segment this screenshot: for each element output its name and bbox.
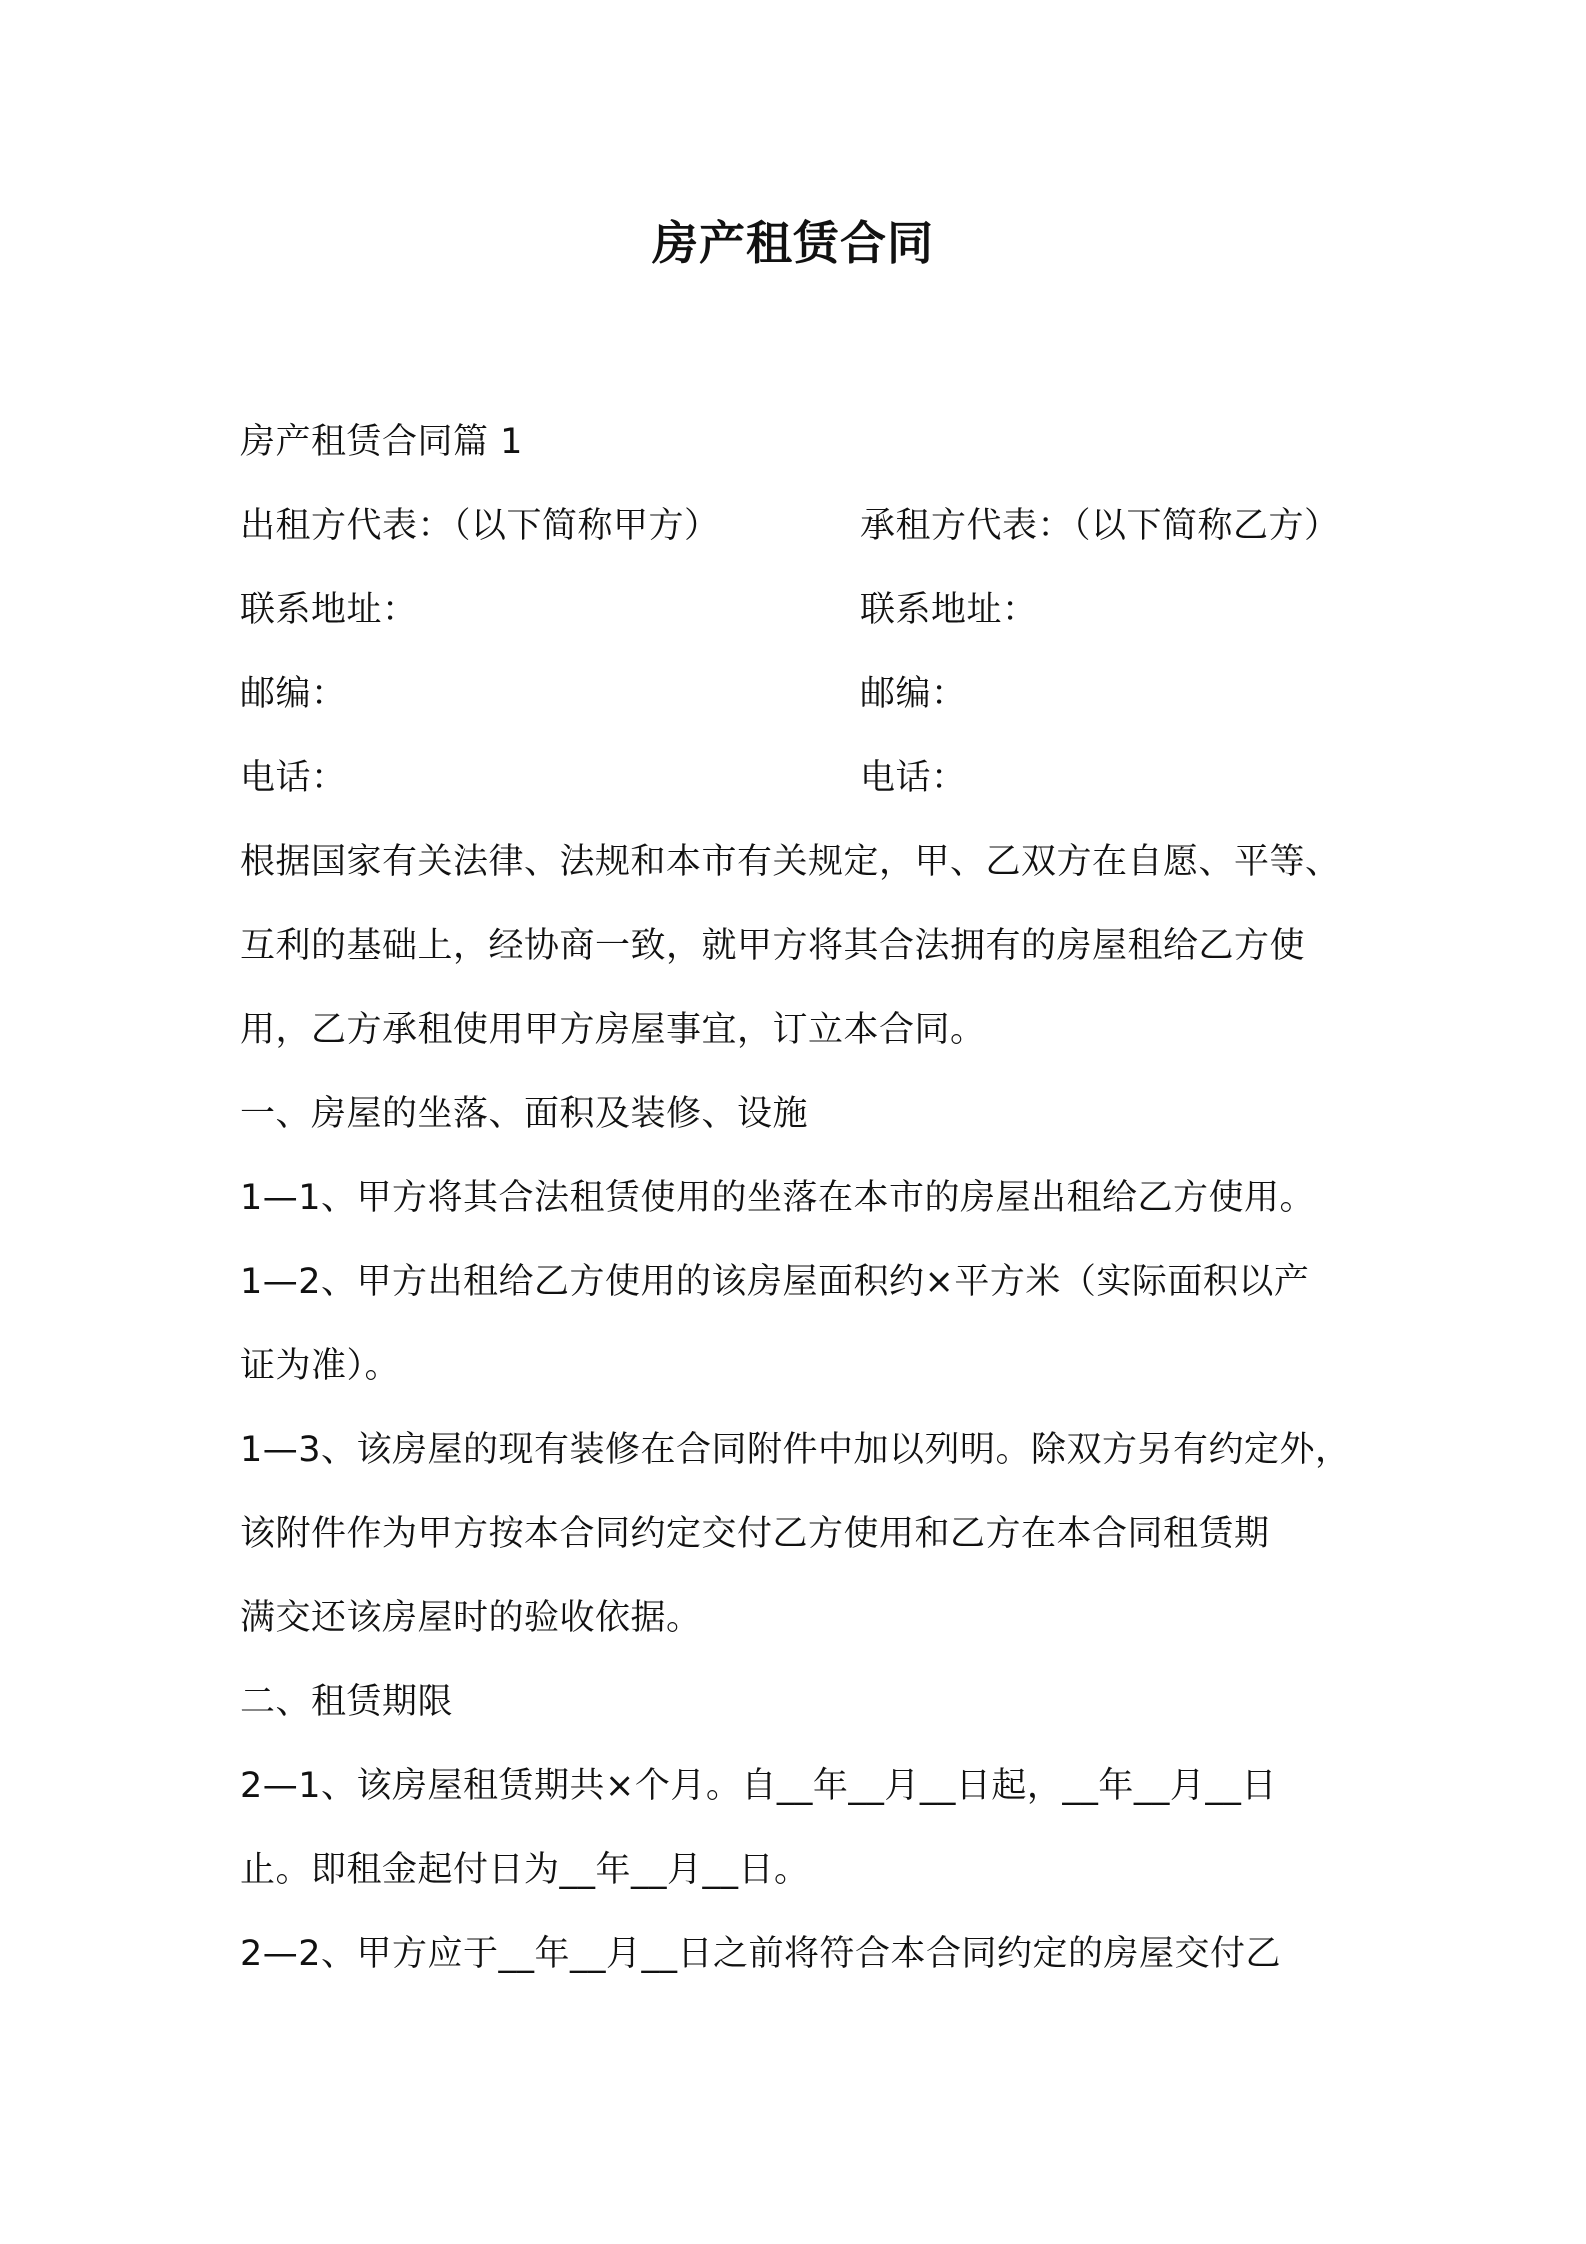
clause-2-2-line-1: 2—2、甲方应于__年__月__日之前将符合本合同约定的房屋交付乙: [240, 1934, 1282, 1974]
party-row-postcode: [240, 652, 1360, 736]
clause-1-1: 1—1、甲方将其合法租赁使用的坐落在本市的房屋出租给乙方使用。: [240, 1178, 1316, 1218]
party-row-phone: [240, 736, 1360, 820]
clause-2-1-line-1: 2—1、该房屋租赁期共×个月。自__年__月__日起，__年__月__日: [240, 1766, 1277, 1806]
lessee-representative-label: 承租方代表：（以下简称乙方）: [860, 506, 1340, 546]
preamble-line-3: 用，乙方承租使用甲方房屋事宜，订立本合同。: [240, 1010, 986, 1050]
document-title: 房产租赁合同: [652, 216, 934, 270]
document-body: [240, 400, 1360, 1996]
article-2-heading: 二、租赁期限: [240, 1682, 454, 1722]
party-row-address: [240, 568, 1360, 652]
lessor-phone-label: 电话：: [240, 758, 347, 798]
lessee-address-label: 联系地址：: [860, 590, 1038, 630]
party-row-representative: [240, 484, 1360, 568]
section-heading: 房产租赁合同篇 1: [240, 422, 523, 462]
lessee-postcode-label: 邮编：: [860, 674, 967, 714]
preamble-line-2: 互利的基础上，经协商一致，就甲方将其合法拥有的房屋租给乙方使: [240, 926, 1306, 966]
lessee-phone-label: 电话：: [860, 758, 967, 798]
clause-1-3-line-2: 该附件作为甲方按本合同约定交付乙方使用和乙方在本合同租赁期: [240, 1514, 1270, 1554]
clause-2-1-line-2: 止。即租金起付日为__年__月__日。: [240, 1850, 810, 1890]
clause-1-2-line-1: 1—2、甲方出租给乙方使用的该房屋面积约×平方米（实际面积以产: [240, 1262, 1310, 1302]
preamble-line-1: 根据国家有关法律、法规和本市有关规定，甲、乙双方在自愿、平等、: [240, 842, 1341, 882]
article-1-heading: 一、房屋的坐落、面积及装修、设施: [240, 1094, 809, 1134]
lessor-postcode-label: 邮编：: [240, 674, 347, 714]
lessor-address-label: 联系地址：: [240, 590, 418, 630]
lessor-representative-label: 出租方代表：（以下简称甲方）: [240, 506, 720, 546]
clause-1-3-line-1: 1—3、该房屋的现有装修在合同附件中加以列明。除双方另有约定外，: [240, 1430, 1351, 1470]
clause-1-2-line-2: 证为准）。: [240, 1346, 401, 1386]
clause-1-3-line-3: 满交还该房屋时的验收依据。: [240, 1598, 702, 1638]
